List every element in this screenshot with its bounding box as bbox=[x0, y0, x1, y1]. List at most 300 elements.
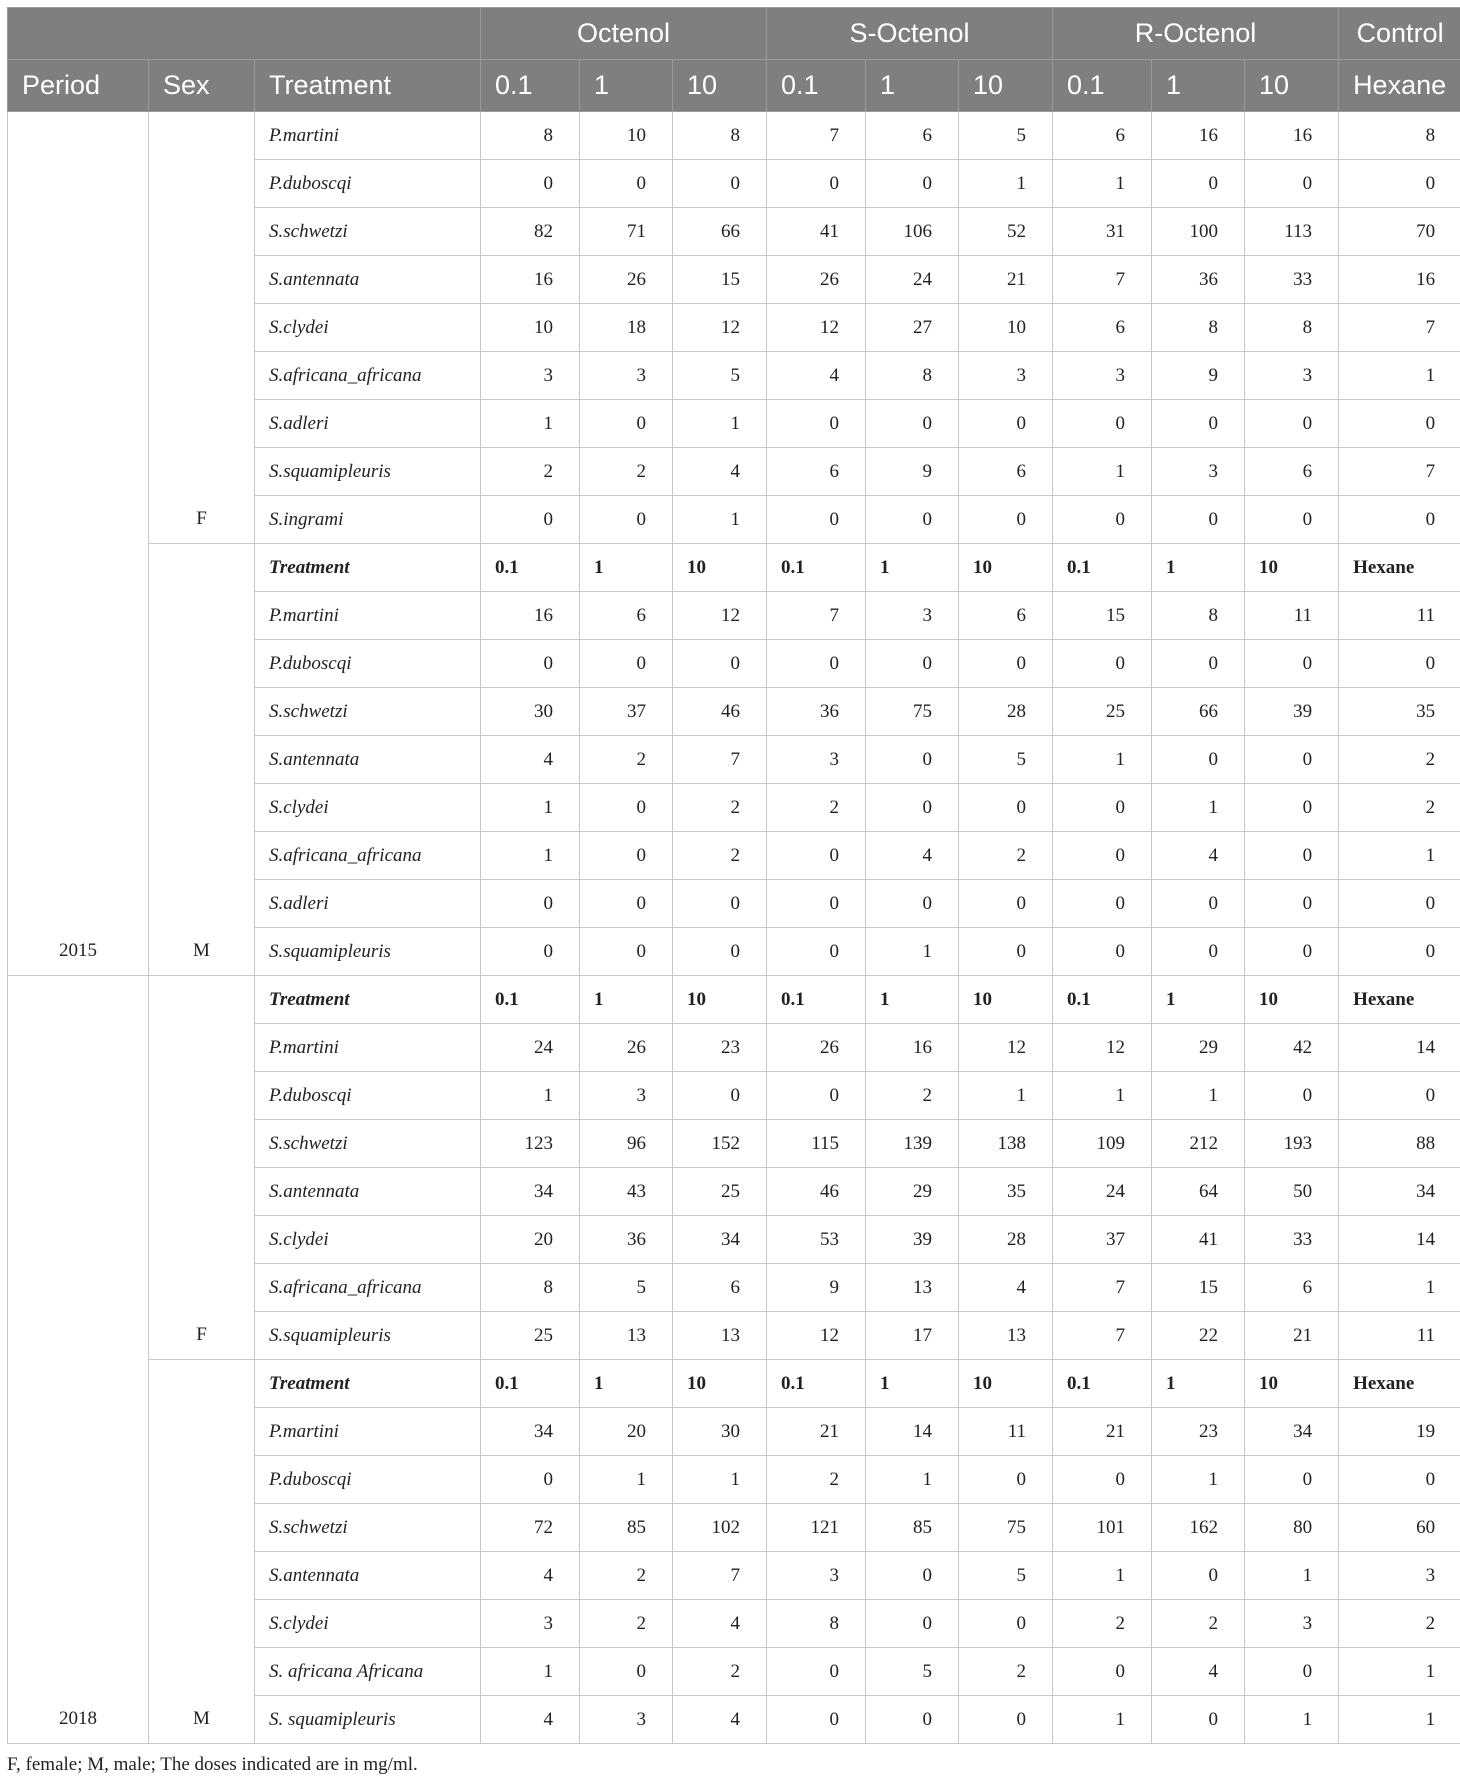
count-cell: 11 bbox=[1339, 1312, 1460, 1360]
count-cell: 0 bbox=[673, 928, 767, 976]
count-cell: 66 bbox=[1152, 688, 1245, 736]
count-cell: 0 bbox=[1152, 400, 1245, 448]
column-header: Treatment bbox=[255, 60, 481, 112]
species-cell: P.duboscqi bbox=[255, 1456, 481, 1504]
count-cell: 60 bbox=[1339, 1504, 1460, 1552]
column-header: 0.1 bbox=[481, 60, 580, 112]
count-cell: 1 bbox=[1339, 1696, 1460, 1744]
count-cell: 13 bbox=[580, 1312, 673, 1360]
count-cell: 7 bbox=[1053, 1264, 1152, 1312]
count-cell: 0 bbox=[481, 880, 580, 928]
count-cell: 0 bbox=[580, 784, 673, 832]
count-cell: 1 bbox=[481, 400, 580, 448]
count-cell: 8 bbox=[673, 112, 767, 160]
sub-header-row bbox=[8, 1360, 1460, 1408]
count-cell: 33 bbox=[1245, 256, 1339, 304]
count-cell: 19 bbox=[1339, 1408, 1460, 1456]
count-cell: 13 bbox=[866, 1264, 959, 1312]
count-cell: 0 bbox=[580, 832, 673, 880]
column-header: Sex bbox=[149, 60, 255, 112]
count-cell: 0 bbox=[1152, 496, 1245, 544]
sub-header-cell: 10 bbox=[673, 544, 767, 592]
sub-header-cell: 0.1 bbox=[481, 976, 580, 1024]
count-cell: 8 bbox=[481, 112, 580, 160]
column-header: 1 bbox=[866, 60, 959, 112]
count-cell: 12 bbox=[767, 1312, 866, 1360]
count-cell: 2 bbox=[481, 448, 580, 496]
count-cell: 88 bbox=[1339, 1120, 1460, 1168]
count-cell: 9 bbox=[767, 1264, 866, 1312]
count-cell: 34 bbox=[1245, 1408, 1339, 1456]
count-cell: 0 bbox=[481, 640, 580, 688]
count-cell: 0 bbox=[767, 1696, 866, 1744]
count-cell: 8 bbox=[767, 1600, 866, 1648]
count-cell: 30 bbox=[481, 688, 580, 736]
sub-header-cell: 10 bbox=[959, 976, 1053, 1024]
count-cell: 0 bbox=[959, 880, 1053, 928]
sub-header-cell: Hexane bbox=[1339, 976, 1460, 1024]
count-cell: 33 bbox=[1245, 1216, 1339, 1264]
count-cell: 1 bbox=[1053, 1552, 1152, 1600]
count-cell: 6 bbox=[767, 448, 866, 496]
count-cell: 25 bbox=[1053, 688, 1152, 736]
species-cell: S.clydei bbox=[255, 1600, 481, 1648]
count-cell: 0 bbox=[866, 736, 959, 784]
count-cell: 1 bbox=[1053, 160, 1152, 208]
count-cell: 39 bbox=[1245, 688, 1339, 736]
sub-header-cell: 10 bbox=[1245, 544, 1339, 592]
column-header: 10 bbox=[1245, 60, 1339, 112]
sub-header-row bbox=[8, 976, 1460, 1024]
count-cell: 7 bbox=[1053, 256, 1152, 304]
count-cell: 13 bbox=[673, 1312, 767, 1360]
period-cell: 2018 bbox=[8, 976, 149, 1744]
count-cell: 1 bbox=[1053, 1696, 1152, 1744]
sub-header-cell: 1 bbox=[866, 1360, 959, 1408]
count-cell: 66 bbox=[673, 208, 767, 256]
count-cell: 1 bbox=[580, 1456, 673, 1504]
count-cell: 14 bbox=[866, 1408, 959, 1456]
count-cell: 193 bbox=[1245, 1120, 1339, 1168]
species-cell: S.adleri bbox=[255, 880, 481, 928]
count-cell: 162 bbox=[1152, 1504, 1245, 1552]
sub-header-cell: 10 bbox=[959, 1360, 1053, 1408]
count-cell: 4 bbox=[767, 352, 866, 400]
count-cell: 3 bbox=[580, 1696, 673, 1744]
count-cell: 23 bbox=[673, 1024, 767, 1072]
count-cell: 70 bbox=[1339, 208, 1460, 256]
count-cell: 0 bbox=[1152, 640, 1245, 688]
count-cell: 1 bbox=[1245, 1696, 1339, 1744]
sex-cell: F bbox=[149, 112, 255, 544]
count-cell: 0 bbox=[1152, 1552, 1245, 1600]
count-cell: 10 bbox=[959, 304, 1053, 352]
column-header: 10 bbox=[673, 60, 767, 112]
count-cell: 5 bbox=[673, 352, 767, 400]
count-cell: 13 bbox=[959, 1312, 1053, 1360]
count-cell: 53 bbox=[767, 1216, 866, 1264]
sub-header-cell: 0.1 bbox=[1053, 976, 1152, 1024]
species-cell: S.antennata bbox=[255, 256, 481, 304]
sex-cell: F bbox=[149, 976, 255, 1360]
count-cell: 14 bbox=[1339, 1216, 1460, 1264]
count-cell: 18 bbox=[580, 304, 673, 352]
count-cell: 37 bbox=[580, 688, 673, 736]
count-cell: 0 bbox=[767, 400, 866, 448]
count-cell: 0 bbox=[866, 1600, 959, 1648]
count-cell: 52 bbox=[959, 208, 1053, 256]
count-cell: 115 bbox=[767, 1120, 866, 1168]
count-cell: 9 bbox=[866, 448, 959, 496]
count-cell: 34 bbox=[1339, 1168, 1460, 1216]
count-cell: 41 bbox=[767, 208, 866, 256]
count-cell: 21 bbox=[767, 1408, 866, 1456]
count-cell: 14 bbox=[1339, 1024, 1460, 1072]
species-cell: S.squamipleuris bbox=[255, 448, 481, 496]
count-cell: 10 bbox=[580, 112, 673, 160]
sub-header-cell: 0.1 bbox=[481, 1360, 580, 1408]
count-cell: 1 bbox=[481, 832, 580, 880]
column-header-row bbox=[8, 60, 1460, 112]
sub-header-cell: 1 bbox=[866, 976, 959, 1024]
column-header: 0.1 bbox=[1053, 60, 1152, 112]
count-cell: 36 bbox=[1152, 256, 1245, 304]
species-cell: P.duboscqi bbox=[255, 1072, 481, 1120]
count-cell: 29 bbox=[1152, 1024, 1245, 1072]
count-cell: 50 bbox=[1245, 1168, 1339, 1216]
count-cell: 0 bbox=[767, 640, 866, 688]
column-header: 1 bbox=[1152, 60, 1245, 112]
sub-header-cell: 1 bbox=[1152, 976, 1245, 1024]
count-cell: 0 bbox=[1245, 784, 1339, 832]
column-header: 10 bbox=[959, 60, 1053, 112]
count-cell: 109 bbox=[1053, 1120, 1152, 1168]
count-cell: 0 bbox=[1339, 496, 1460, 544]
species-cell: S.schwetzi bbox=[255, 1504, 481, 1552]
count-cell: 11 bbox=[1339, 592, 1460, 640]
count-cell: 0 bbox=[481, 496, 580, 544]
count-cell: 7 bbox=[1339, 448, 1460, 496]
count-cell: 0 bbox=[580, 160, 673, 208]
species-cell: P.martini bbox=[255, 592, 481, 640]
count-cell: 6 bbox=[959, 448, 1053, 496]
species-cell: S.schwetzi bbox=[255, 688, 481, 736]
count-cell: 0 bbox=[580, 496, 673, 544]
count-cell: 0 bbox=[959, 784, 1053, 832]
species-cell: S.africana_africana bbox=[255, 832, 481, 880]
count-cell: 24 bbox=[481, 1024, 580, 1072]
count-cell: 1 bbox=[1339, 1264, 1460, 1312]
count-cell: 102 bbox=[673, 1504, 767, 1552]
count-cell: 80 bbox=[1245, 1504, 1339, 1552]
count-cell: 1 bbox=[481, 1648, 580, 1696]
count-cell: 4 bbox=[481, 1696, 580, 1744]
count-cell: 0 bbox=[1339, 928, 1460, 976]
group-header-row bbox=[8, 8, 1460, 60]
count-cell: 20 bbox=[580, 1408, 673, 1456]
count-cell: 0 bbox=[1053, 640, 1152, 688]
sub-header-cell: 1 bbox=[580, 976, 673, 1024]
count-cell: 1 bbox=[673, 400, 767, 448]
count-cell: 0 bbox=[959, 1456, 1053, 1504]
count-cell: 0 bbox=[673, 160, 767, 208]
count-cell: 2 bbox=[580, 1552, 673, 1600]
count-cell: 2 bbox=[767, 1456, 866, 1504]
species-cell: S.africana_africana bbox=[255, 352, 481, 400]
count-cell: 138 bbox=[959, 1120, 1053, 1168]
count-cell: 4 bbox=[959, 1264, 1053, 1312]
count-cell: 2 bbox=[767, 784, 866, 832]
count-cell: 35 bbox=[959, 1168, 1053, 1216]
count-cell: 0 bbox=[1152, 880, 1245, 928]
count-cell: 6 bbox=[673, 1264, 767, 1312]
column-header: 0.1 bbox=[767, 60, 866, 112]
count-cell: 1 bbox=[1053, 736, 1152, 784]
count-cell: 82 bbox=[481, 208, 580, 256]
count-cell: 0 bbox=[1245, 640, 1339, 688]
count-cell: 0 bbox=[866, 640, 959, 688]
count-cell: 3 bbox=[1152, 448, 1245, 496]
column-header: Period bbox=[8, 60, 149, 112]
species-cell: S.antennata bbox=[255, 1552, 481, 1600]
count-cell: 26 bbox=[767, 256, 866, 304]
table-container bbox=[7, 7, 1454, 1776]
sub-header-cell: Treatment bbox=[255, 544, 481, 592]
count-cell: 3 bbox=[866, 592, 959, 640]
count-cell: 12 bbox=[673, 592, 767, 640]
count-cell: 0 bbox=[673, 1072, 767, 1120]
species-cell: S.africana_africana bbox=[255, 1264, 481, 1312]
count-cell: 64 bbox=[1152, 1168, 1245, 1216]
count-cell: 1 bbox=[1339, 352, 1460, 400]
count-cell: 42 bbox=[1245, 1024, 1339, 1072]
count-cell: 0 bbox=[580, 880, 673, 928]
count-cell: 11 bbox=[1245, 592, 1339, 640]
count-cell: 0 bbox=[959, 640, 1053, 688]
count-cell: 1 bbox=[959, 1072, 1053, 1120]
count-cell: 71 bbox=[580, 208, 673, 256]
count-cell: 6 bbox=[866, 112, 959, 160]
count-cell: 0 bbox=[1152, 1696, 1245, 1744]
count-cell: 15 bbox=[673, 256, 767, 304]
count-cell: 36 bbox=[580, 1216, 673, 1264]
count-cell: 3 bbox=[1245, 1600, 1339, 1648]
count-cell: 15 bbox=[1053, 592, 1152, 640]
count-cell: 21 bbox=[959, 256, 1053, 304]
species-cell: S.schwetzi bbox=[255, 208, 481, 256]
species-cell: S.squamipleuris bbox=[255, 1312, 481, 1360]
count-cell: 2 bbox=[959, 1648, 1053, 1696]
count-cell: 46 bbox=[767, 1168, 866, 1216]
count-cell: 36 bbox=[767, 688, 866, 736]
count-cell: 22 bbox=[1152, 1312, 1245, 1360]
species-cell: S.antennata bbox=[255, 736, 481, 784]
sub-header-cell: Treatment bbox=[255, 1360, 481, 1408]
count-cell: 16 bbox=[1152, 112, 1245, 160]
count-cell: 3 bbox=[1245, 352, 1339, 400]
count-cell: 2 bbox=[866, 1072, 959, 1120]
count-cell: 0 bbox=[580, 400, 673, 448]
species-cell: S.schwetzi bbox=[255, 1120, 481, 1168]
count-cell: 0 bbox=[1245, 160, 1339, 208]
sub-header-cell: 10 bbox=[673, 1360, 767, 1408]
count-cell: 8 bbox=[866, 352, 959, 400]
count-cell: 0 bbox=[1245, 880, 1339, 928]
sub-header-cell: 0.1 bbox=[767, 976, 866, 1024]
count-cell: 23 bbox=[1152, 1408, 1245, 1456]
count-cell: 0 bbox=[1245, 928, 1339, 976]
count-cell: 1 bbox=[481, 1072, 580, 1120]
sub-header-cell: 0.1 bbox=[481, 544, 580, 592]
count-cell: 1 bbox=[1053, 448, 1152, 496]
count-cell: 0 bbox=[1245, 496, 1339, 544]
count-cell: 12 bbox=[1053, 1024, 1152, 1072]
count-cell: 0 bbox=[959, 496, 1053, 544]
count-cell: 1 bbox=[1152, 1072, 1245, 1120]
count-cell: 0 bbox=[1053, 400, 1152, 448]
count-cell: 43 bbox=[580, 1168, 673, 1216]
count-cell: 0 bbox=[673, 880, 767, 928]
count-cell: 0 bbox=[1245, 1648, 1339, 1696]
count-cell: 106 bbox=[866, 208, 959, 256]
count-cell: 0 bbox=[1245, 1072, 1339, 1120]
species-cell: P.martini bbox=[255, 1024, 481, 1072]
count-cell: 139 bbox=[866, 1120, 959, 1168]
count-cell: 24 bbox=[866, 256, 959, 304]
count-cell: 1 bbox=[1339, 1648, 1460, 1696]
count-cell: 0 bbox=[1152, 736, 1245, 784]
count-cell: 152 bbox=[673, 1120, 767, 1168]
count-cell: 7 bbox=[1053, 1312, 1152, 1360]
count-cell: 0 bbox=[959, 1600, 1053, 1648]
count-cell: 34 bbox=[673, 1216, 767, 1264]
sex-cell: M bbox=[149, 1360, 255, 1744]
count-cell: 4 bbox=[481, 1552, 580, 1600]
count-cell: 1 bbox=[1339, 832, 1460, 880]
count-cell: 0 bbox=[767, 928, 866, 976]
count-cell: 0 bbox=[481, 1456, 580, 1504]
count-cell: 5 bbox=[959, 112, 1053, 160]
count-cell: 2 bbox=[673, 1648, 767, 1696]
count-cell: 0 bbox=[767, 1648, 866, 1696]
species-cell: S.clydei bbox=[255, 1216, 481, 1264]
count-cell: 16 bbox=[481, 592, 580, 640]
count-cell: 34 bbox=[481, 1408, 580, 1456]
count-cell: 0 bbox=[1339, 1456, 1460, 1504]
count-cell: 0 bbox=[1053, 496, 1152, 544]
count-cell: 0 bbox=[767, 1072, 866, 1120]
count-cell: 4 bbox=[866, 832, 959, 880]
count-cell: 3 bbox=[580, 352, 673, 400]
count-cell: 0 bbox=[1053, 832, 1152, 880]
sub-header-cell: 0.1 bbox=[1053, 1360, 1152, 1408]
count-cell: 101 bbox=[1053, 1504, 1152, 1552]
count-cell: 0 bbox=[1245, 832, 1339, 880]
count-cell: 0 bbox=[1245, 400, 1339, 448]
count-cell: 1 bbox=[866, 1456, 959, 1504]
count-cell: 41 bbox=[1152, 1216, 1245, 1264]
count-cell: 7 bbox=[673, 1552, 767, 1600]
count-cell: 16 bbox=[1339, 256, 1460, 304]
count-cell: 2 bbox=[580, 448, 673, 496]
count-cell: 3 bbox=[959, 352, 1053, 400]
count-cell: 7 bbox=[767, 592, 866, 640]
sub-header-cell: 10 bbox=[959, 544, 1053, 592]
count-cell: 4 bbox=[673, 1600, 767, 1648]
count-cell: 5 bbox=[959, 736, 1053, 784]
species-cell: S.clydei bbox=[255, 304, 481, 352]
count-cell: 29 bbox=[866, 1168, 959, 1216]
count-cell: 11 bbox=[959, 1408, 1053, 1456]
sub-header-cell: 0.1 bbox=[1053, 544, 1152, 592]
count-cell: 0 bbox=[481, 160, 580, 208]
count-cell: 28 bbox=[959, 688, 1053, 736]
count-cell: 12 bbox=[767, 304, 866, 352]
count-cell: 39 bbox=[866, 1216, 959, 1264]
species-cell: S.clydei bbox=[255, 784, 481, 832]
count-cell: 6 bbox=[1245, 448, 1339, 496]
count-cell: 4 bbox=[1152, 832, 1245, 880]
count-cell: 3 bbox=[481, 352, 580, 400]
sub-header-cell: 1 bbox=[1152, 544, 1245, 592]
count-cell: 2 bbox=[1152, 1600, 1245, 1648]
count-cell: 212 bbox=[1152, 1120, 1245, 1168]
count-cell: 2 bbox=[580, 736, 673, 784]
count-cell: 0 bbox=[959, 928, 1053, 976]
count-cell: 85 bbox=[580, 1504, 673, 1552]
count-cell: 4 bbox=[481, 736, 580, 784]
count-cell: 3 bbox=[580, 1072, 673, 1120]
count-cell: 2 bbox=[1339, 1600, 1460, 1648]
count-cell: 2 bbox=[1339, 784, 1460, 832]
count-cell: 0 bbox=[866, 1696, 959, 1744]
count-cell: 3 bbox=[481, 1600, 580, 1648]
count-cell: 113 bbox=[1245, 208, 1339, 256]
count-cell: 96 bbox=[580, 1120, 673, 1168]
count-cell: 0 bbox=[1053, 1648, 1152, 1696]
count-cell: 1 bbox=[866, 928, 959, 976]
count-cell: 9 bbox=[1152, 352, 1245, 400]
count-cell: 0 bbox=[1053, 1456, 1152, 1504]
count-cell: 6 bbox=[959, 592, 1053, 640]
species-cell: S.squamipleuris bbox=[255, 928, 481, 976]
count-cell: 4 bbox=[673, 1696, 767, 1744]
count-cell: 1 bbox=[1152, 1456, 1245, 1504]
column-header: Hexane bbox=[1339, 60, 1460, 112]
count-cell: 1 bbox=[481, 784, 580, 832]
count-cell: 0 bbox=[580, 928, 673, 976]
sub-header-cell: 1 bbox=[580, 544, 673, 592]
count-cell: 34 bbox=[481, 1168, 580, 1216]
count-cell: 0 bbox=[767, 832, 866, 880]
column-header: 1 bbox=[580, 60, 673, 112]
count-cell: 1 bbox=[1245, 1552, 1339, 1600]
count-cell: 4 bbox=[673, 448, 767, 496]
count-cell: 5 bbox=[959, 1552, 1053, 1600]
count-cell: 0 bbox=[1339, 880, 1460, 928]
count-cell: 0 bbox=[580, 1648, 673, 1696]
count-cell: 6 bbox=[1245, 1264, 1339, 1312]
count-cell: 16 bbox=[866, 1024, 959, 1072]
count-cell: 0 bbox=[767, 160, 866, 208]
sub-header-cell: 1 bbox=[1152, 1360, 1245, 1408]
count-cell: 123 bbox=[481, 1120, 580, 1168]
species-cell: S. squamipleuris bbox=[255, 1696, 481, 1744]
count-cell: 0 bbox=[1339, 160, 1460, 208]
count-cell: 0 bbox=[673, 640, 767, 688]
species-cell: S.adleri bbox=[255, 400, 481, 448]
count-cell: 27 bbox=[866, 304, 959, 352]
